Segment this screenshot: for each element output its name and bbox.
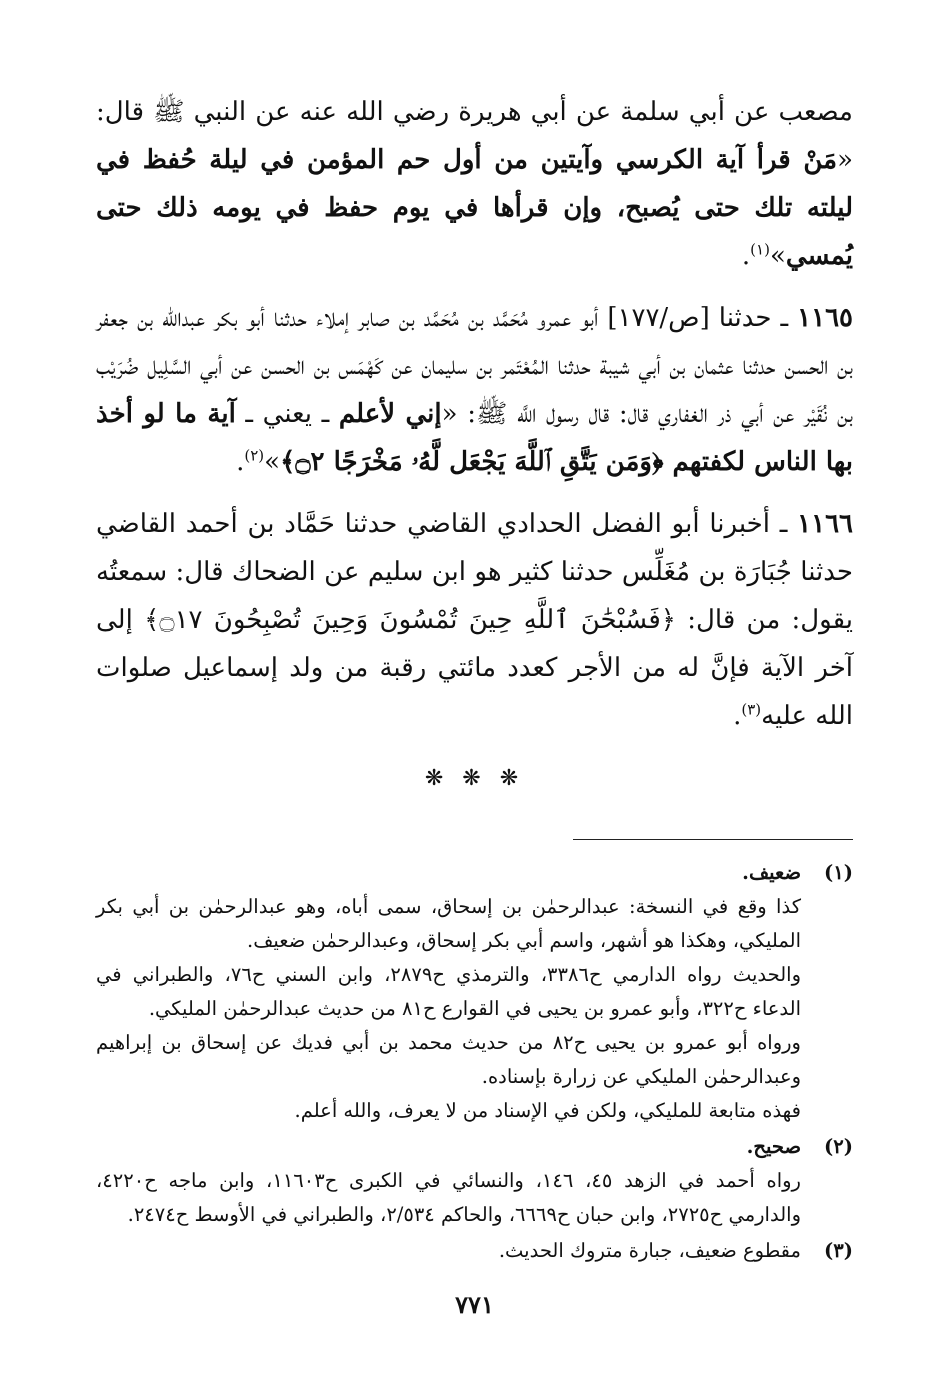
page-number: ٧٧١ bbox=[455, 1290, 494, 1319]
footnote-label: (٣) bbox=[824, 1239, 853, 1262]
text-run: ـ أخبرنا أبو الفضل الحدادي القاضي حدثنا حَمَّاد بن أحمد القاضي حدثنا جُبَارَة بن مُغَلِّس حدثنا كثير هو ابن سليم عن الضحاك قال: سمعتُه يقول: من قال: bbox=[96, 509, 853, 635]
quran-verse: ﴿وَمَن يَتَّقِ ٱللَّهَ يَجْعَل لَّهُۥ مَخْرَجًا ۝٢﴾ bbox=[280, 447, 673, 477]
footnote-line: كذا وقع في النسخة: عبدالرحمٰن بن إسحاق، سمى أباه، وهو عبدالرحمٰن بن أبي بكر المليكي، وهكذا هو أشهر، واسم أبي بكر إسحاق، وعبدالرحمٰن ضعيف. bbox=[96, 895, 801, 952]
hadith-text: مَنْ قرأ آية الكرسي وآيتين من أول حم المؤمن في ليلة حُفظ في ليلته تلك حتى يُصبح، وإن قرأها في يوم حفظ في يومه ذلك حتى يُمسي bbox=[96, 145, 853, 271]
paragraph-hadith-1165 bbox=[96, 294, 853, 486]
footnote-line: مقطوع ضعيف، جبارة متروك الحديث. bbox=[498, 1239, 801, 1262]
footnote-marker[interactable]: (٢) bbox=[244, 446, 265, 465]
footnote-line: فهذه متابعة للمليكي، ولكن في الإسناد من لا يعرف، والله أعلم. bbox=[294, 1099, 801, 1122]
text-run: . bbox=[236, 447, 245, 477]
footnote-body bbox=[96, 1234, 801, 1268]
paragraph-hadith-1166 bbox=[96, 500, 853, 740]
footnote-body bbox=[96, 856, 801, 1128]
main-text bbox=[96, 88, 853, 740]
footnote-3 bbox=[96, 1234, 853, 1268]
footnote-line: ورواه أبو عمرو بن يحيى ح٨٢ من حديث محمد بن أبي فديك عن إسحاق بن إبراهيم وعبدالرحمٰن المليكي عن زرارة بإسناده. bbox=[96, 1031, 801, 1088]
text-run: » bbox=[264, 447, 281, 477]
book-page bbox=[96, 88, 853, 1319]
text-run: مصعب عن أبي سلمة عن أبي هريرة رضي الله عنه عن النبي ﷺ قال: « bbox=[96, 97, 853, 175]
text-run: ـ يعني ـ bbox=[235, 399, 339, 429]
footnote-label: (٢) bbox=[824, 1135, 853, 1158]
footnote-line: والحديث رواه الدارمي ح٣٣٨٦، والترمذي ح٢٨٧٩، وابن السني ح٧٦، والطبراني في الدعاء ح٣٢٢، وأبو عمرو بن يحيى في القوارع ح٨١ من حديث عبدالرحمٰن المليكي. bbox=[96, 963, 801, 1020]
hadith-number: ١١٦٦ bbox=[797, 509, 853, 539]
quran-verse: ﴿فَسُبْحَٰنَ ٱللَّهِ حِينَ تُمْسُونَ وَحِينَ تُصْبِحُونَ ۝١٧﴾ bbox=[144, 605, 676, 635]
footnote-1 bbox=[96, 856, 853, 1128]
footnote-label: (١) bbox=[824, 861, 853, 884]
footnote-rule bbox=[573, 839, 853, 840]
hadith-text: إني لأعلم bbox=[338, 399, 442, 429]
text-run: . bbox=[733, 701, 742, 731]
footnote-2 bbox=[96, 1130, 853, 1232]
paragraph-continuation bbox=[96, 88, 853, 280]
text-run: ـ حدثنا [ص/١٧٧] أبو عمرو مُحَمَّد بن مُحَمَّد بن صابر إملاء حدثنا أبو بكر عبدالله بن جعفر بن الحسن حدثنا عثمان بن أبي شيبة حدثنا المُعْتَمر بن سليمان عن كَهْمَس بن الحسن عن أبي السَّلِيل ضُرَيْب بن نُقَيْر عن أبي ذر الغفاري قال: قال رسول اللَّه ﷺ: « bbox=[96, 303, 854, 429]
text-run: إلى آخر الآية فإنَّ له من الأجر كعدد مائتي رقبة من ولد إسماعيل صلوات الله عليه bbox=[96, 605, 853, 731]
section-separator: ❋ ❋ ❋ bbox=[424, 766, 525, 791]
footnotes bbox=[96, 856, 853, 1268]
footnote-body bbox=[96, 1130, 801, 1232]
footnote-grade: ضعيف. bbox=[742, 861, 801, 884]
text-run: » bbox=[769, 241, 786, 271]
hadith-number: ١١٦٥ bbox=[797, 303, 853, 333]
hadith-text: آية ما لو أخذ بها الناس لكفتهم bbox=[96, 399, 853, 477]
footnote-marker[interactable]: (١) bbox=[750, 240, 770, 259]
footnote-marker[interactable]: (٣) bbox=[741, 700, 762, 719]
footnote-line: رواه أحمد في الزهد ٤٥، ١٤٦، والنسائي في الكبرى ح١١٦٠٣، وابن ماجه ح٤٢٢٠، والدارمي ح٢٧٢٥، وابن حبان ح٦٦٦٩، والحاكم ٢/٥٣٤، والطبراني في الأوسط ح٢٤٧٤. bbox=[96, 1169, 801, 1226]
text-run: . bbox=[741, 241, 751, 271]
footnote-grade: صحيح. bbox=[746, 1135, 801, 1158]
